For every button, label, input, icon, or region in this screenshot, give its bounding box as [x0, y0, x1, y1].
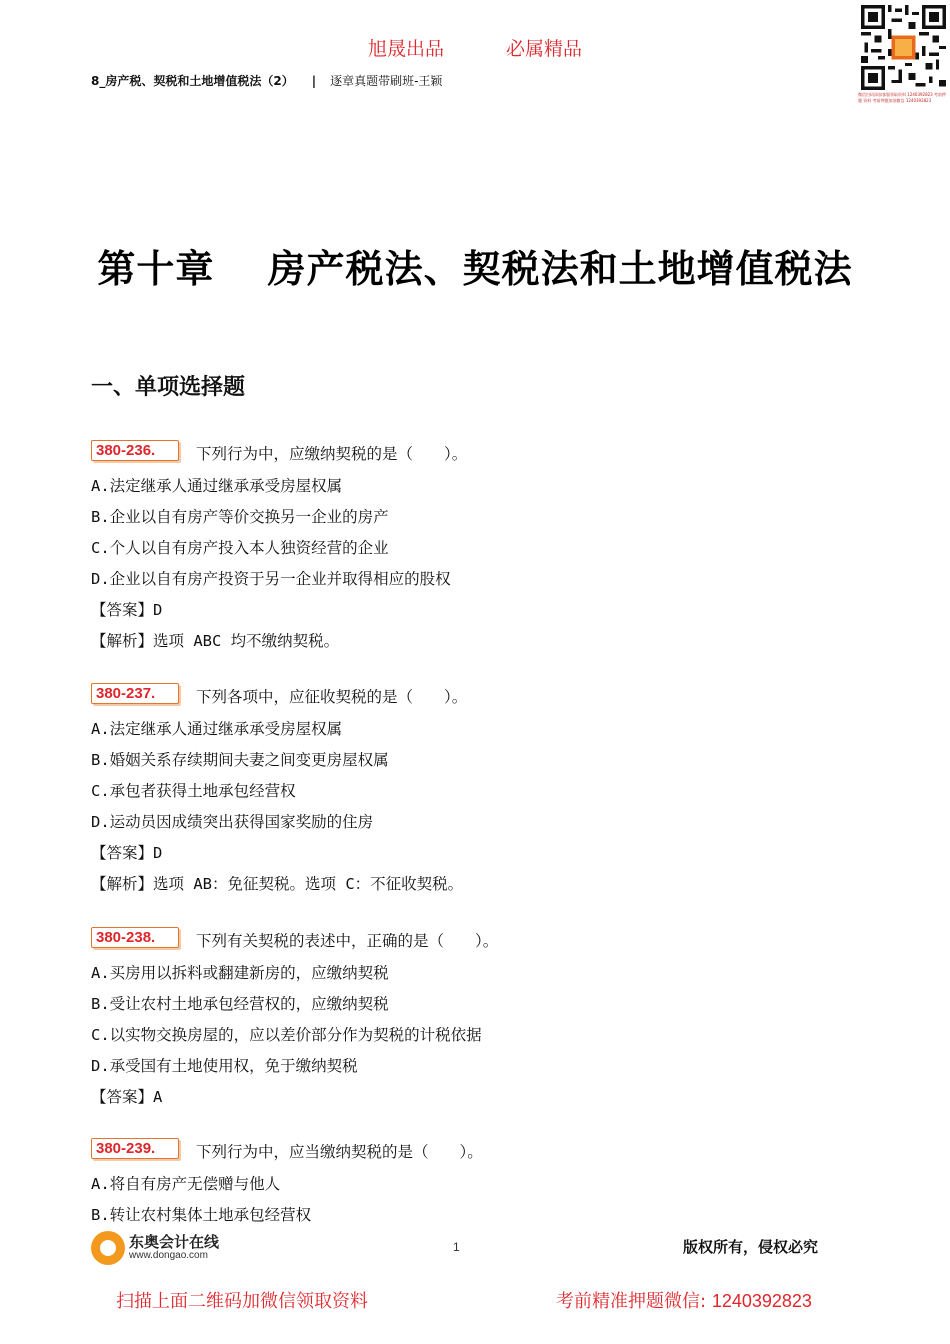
question-number-badge: 380-236. — [91, 440, 179, 461]
qr-caption: 微信扫码添加客服领取资料 1240392823 考前押题 资料 考前押题加油微信 1240392823 — [858, 92, 946, 103]
header-separator: | — [311, 74, 317, 88]
option-d: D.企业以自有房产投资于另一企业并取得相应的股权 — [91, 570, 451, 588]
promo-left: 扫描上面二维码加微信领取资料 — [116, 1291, 368, 1312]
option-b: B.企业以自有房产等价交换另一企业的房产 — [91, 508, 389, 526]
analysis: 【解析】选项 ABC 均不缴纳契税。 — [91, 632, 340, 650]
logo-name: 东奥会计在线 — [129, 1233, 220, 1251]
brand-right: 必属精品 — [506, 38, 583, 60]
page-number: 1 — [453, 1240, 460, 1254]
option-a: A.买房用以拆料或翻建新房的，应缴纳契税 — [91, 964, 389, 982]
promo-right — [556, 1287, 812, 1313]
section-title: 一、单项选择题 — [91, 375, 246, 400]
option-a: A.法定继承人通过继承承受房屋权属 — [91, 477, 343, 495]
answer: 【答案】A — [91, 1088, 163, 1106]
analysis: 【解析】选项 AB：免征契税。选项 C：不征收契税。 — [91, 875, 464, 893]
brand-left: 旭晟出品 — [367, 38, 444, 60]
logo-url: www.dongao.com — [129, 1250, 208, 1261]
option-c: C.个人以自有房产投入本人独资经营的企业 — [91, 539, 389, 557]
question-stem: 下列各项中，应征收契税的是（ ）。 — [196, 688, 468, 706]
answer: 【答案】D — [91, 601, 163, 619]
question-number-badge: 380-239. — [91, 1138, 179, 1159]
course-title: 8_房产税、契税和土地增值税法（2） — [91, 74, 294, 88]
option-a: A.将自有房产无偿赠与他人 — [91, 1175, 281, 1193]
option-b: B.转让农村集体土地承包经营权 — [91, 1206, 312, 1224]
option-c: C.以实物交换房屋的，应以差价部分作为契税的计税依据 — [91, 1026, 482, 1044]
question-number-badge: 380-237. — [91, 683, 179, 704]
dongao-logo — [91, 1229, 231, 1267]
qr-code-icon — [861, 5, 946, 90]
brand-banner — [0, 34, 950, 61]
promo-right-number: 1240392823 — [711, 1291, 812, 1311]
option-b: B.受让农村土地承包经营权的，应缴纳契税 — [91, 995, 389, 1013]
option-a: A.法定继承人通过继承承受房屋权属 — [91, 720, 343, 738]
option-c: C.承包者获得土地承包经营权 — [91, 782, 296, 800]
course-header — [91, 72, 442, 89]
option-d: D.运动员因成绩突出获得国家奖励的住房 — [91, 813, 374, 831]
chapter-title: 第十章 房产税法、契税法和土地增值税法 — [97, 246, 853, 291]
promo-right-label: 考前精准押题微信: — [556, 1291, 707, 1312]
question-stem: 下列行为中，应缴纳契税的是（ ）。 — [196, 445, 468, 463]
copyright-notice: 版权所有，侵权必究 — [683, 1238, 819, 1256]
dongao-logo-icon — [91, 1231, 125, 1265]
answer: 【答案】D — [91, 844, 163, 862]
option-d: D.承受国有土地使用权，免于缴纳契税 — [91, 1057, 358, 1075]
question-stem: 下列行为中，应当缴纳契税的是（ ）。 — [196, 1143, 483, 1161]
question-stem: 下列有关契税的表述中，正确的是（ ）。 — [196, 932, 499, 950]
course-subtitle: 逐章真题带刷班-王颖 — [330, 74, 443, 88]
question-number-badge: 380-238. — [91, 927, 179, 948]
option-b: B.婚姻关系存续期间夫妻之间变更房屋权属 — [91, 751, 389, 769]
